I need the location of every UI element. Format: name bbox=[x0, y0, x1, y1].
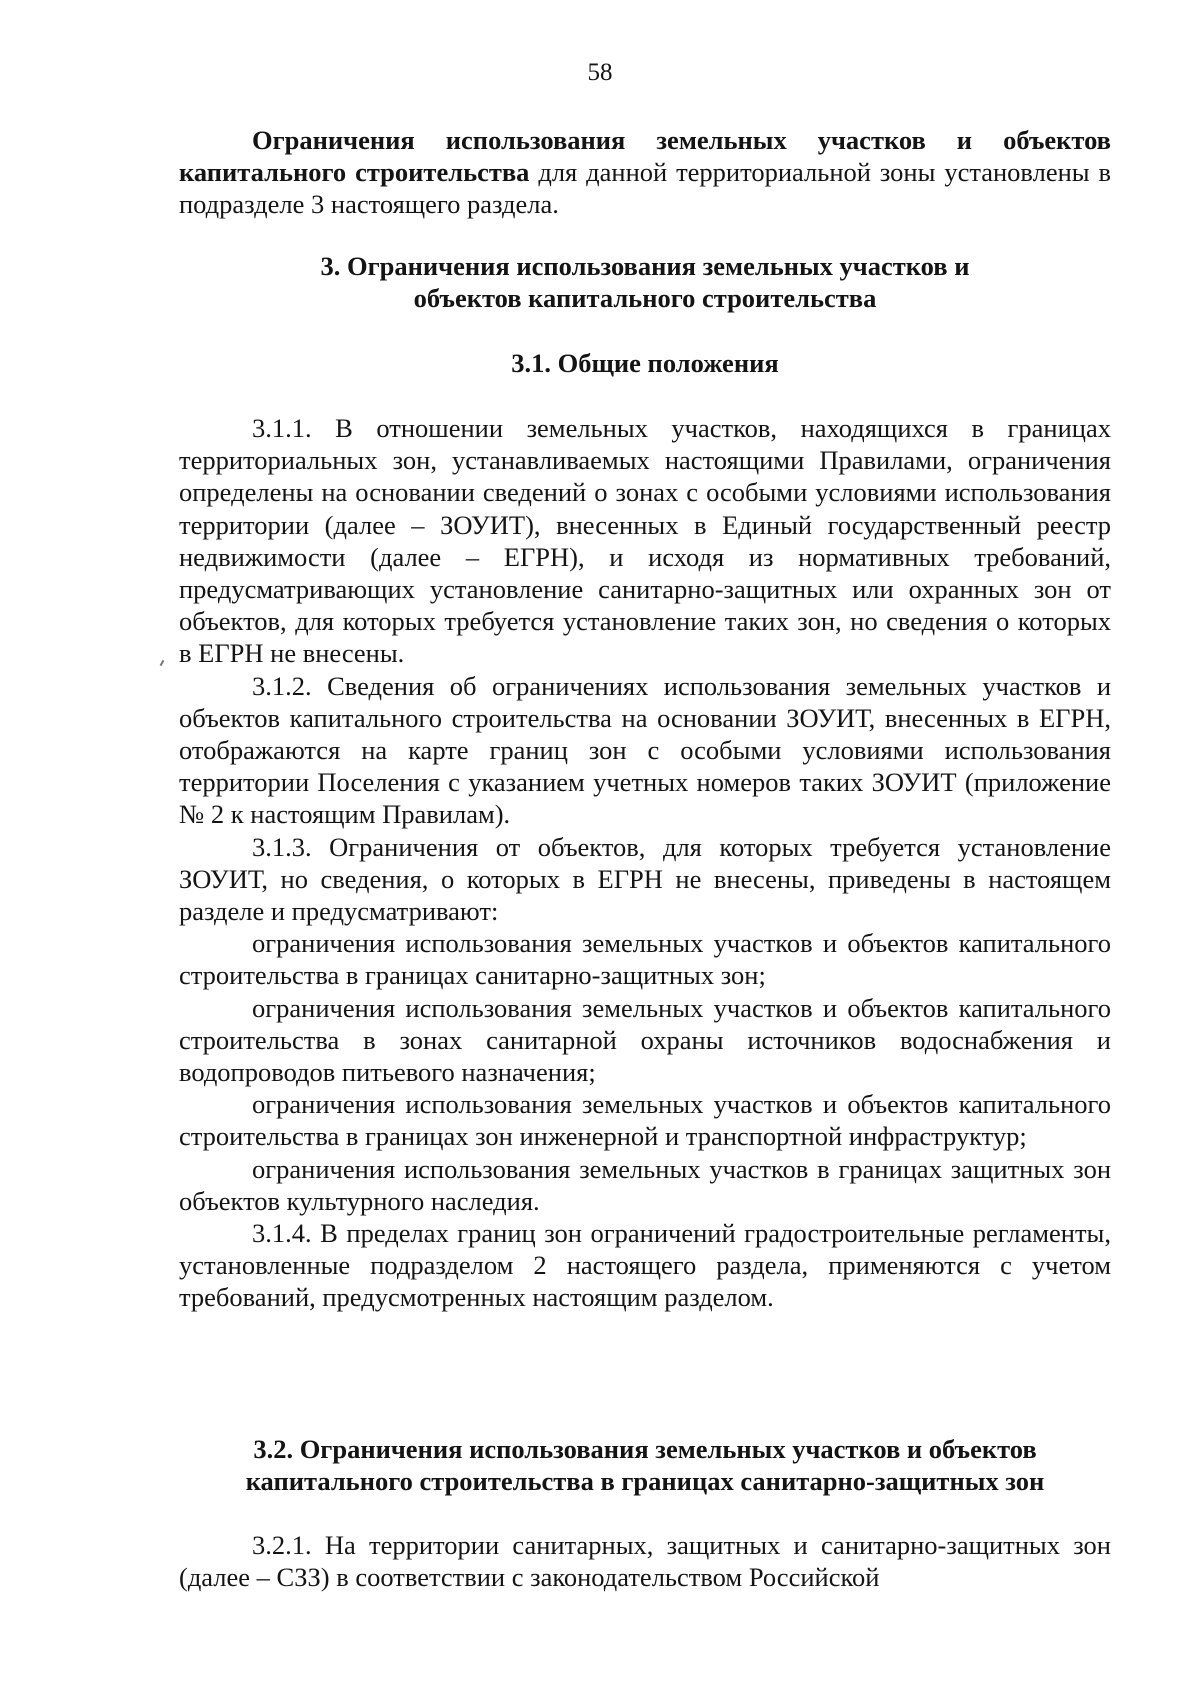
list-item-sanitary-protection-zones: ограничения использования земельных участков и объектов капитального строительства в границах санитарно-защитных зон; bbox=[179, 928, 1111, 991]
paragraph-3-2-1: 3.2.1. На территории санитарных, защитных и санитарно-защитных зон (далее – СЗЗ) в соответствии с законодательством Российской bbox=[179, 1530, 1111, 1593]
paragraph-3-1-2: 3.1.2. Сведения об ограничениях использования земельных участков и объектов капитального строительства на основании ЗОУИТ, внесенных в ЕГРН, отображаются на карте границ зон с особыми условиями использования территории Поселения с указанием учетных номеров таких ЗОУИТ (приложение № 2 к настоящим Правилам). bbox=[179, 670, 1111, 830]
section-3-heading: 3. Ограничения использования земельных участков и объектов капитального строительства bbox=[320, 251, 970, 314]
paragraph-3-1-3: 3.1.3. Ограничения от объектов, для которых требуется установление ЗОУИТ, но сведения, о которых в ЕГРН не внесены, приведены в настоящем разделе и предусматривают: bbox=[179, 831, 1111, 927]
subsection-3-2-heading: 3.2. Ограничения использования земельных участков и объектов капитального строительства в границах санитарно-защитных зон bbox=[245, 1434, 1045, 1497]
paragraph-3-1-4: 3.1.4. В пределах границ зон ограничений градостроительные регламенты, установленные подразделом 2 настоящего раздела, применяются с учетом требований, предусмотренных настоящим разделом. bbox=[179, 1218, 1111, 1313]
scan-speck-mark bbox=[160, 660, 165, 666]
page-number: 58 bbox=[587, 59, 613, 86]
paragraph-3-1-1: 3.1.1. В отношении земельных участков, находящихся в границах территориальных зон, устанавливаемых настоящими Правилами, ограничения определены на основании сведений о зонах с особыми условиями использования территории (далее – ЗОУИТ), внесенных в Единый государственный реестр недвижимости (далее – ЕГРН), и исходя из нормативных требований, предусматривающих установление санитарно-защитных или охранных зон от объектов, для которых требуется установление таких зон, но сведения о которых в ЕГРН не внесены. bbox=[179, 413, 1111, 669]
subsection-3-1-heading: 3.1. Общие положения bbox=[511, 348, 779, 378]
intro-bold-text: Ограничения использования земельных участков и объектов капитального строительства bbox=[179, 125, 1111, 188]
list-item-water-supply-protection: ограничения использования земельных участков и объектов капитального строительства в зонах санитарной охраны источников водоснабжения и водопроводов питьевого назначения; bbox=[179, 992, 1111, 1088]
intro-paragraph bbox=[179, 124, 1111, 221]
subsection-3-2-body bbox=[179, 1529, 1111, 1593]
list-item-infrastructure-zones: ограничения использования земельных участков и объектов капитального строительства в границах зон инженерной и транспортной инфраструктур; bbox=[179, 1089, 1111, 1152]
subsection-3-1-body bbox=[179, 412, 1111, 1314]
intro-regular-text: для данной территориальной зоны установлены в подразделе 3 настоящего раздела. bbox=[179, 157, 1111, 220]
list-item-cultural-heritage-zones: ограничения использования земельных участков в границах защитных зон объектов культурного наследия. bbox=[179, 1153, 1111, 1216]
